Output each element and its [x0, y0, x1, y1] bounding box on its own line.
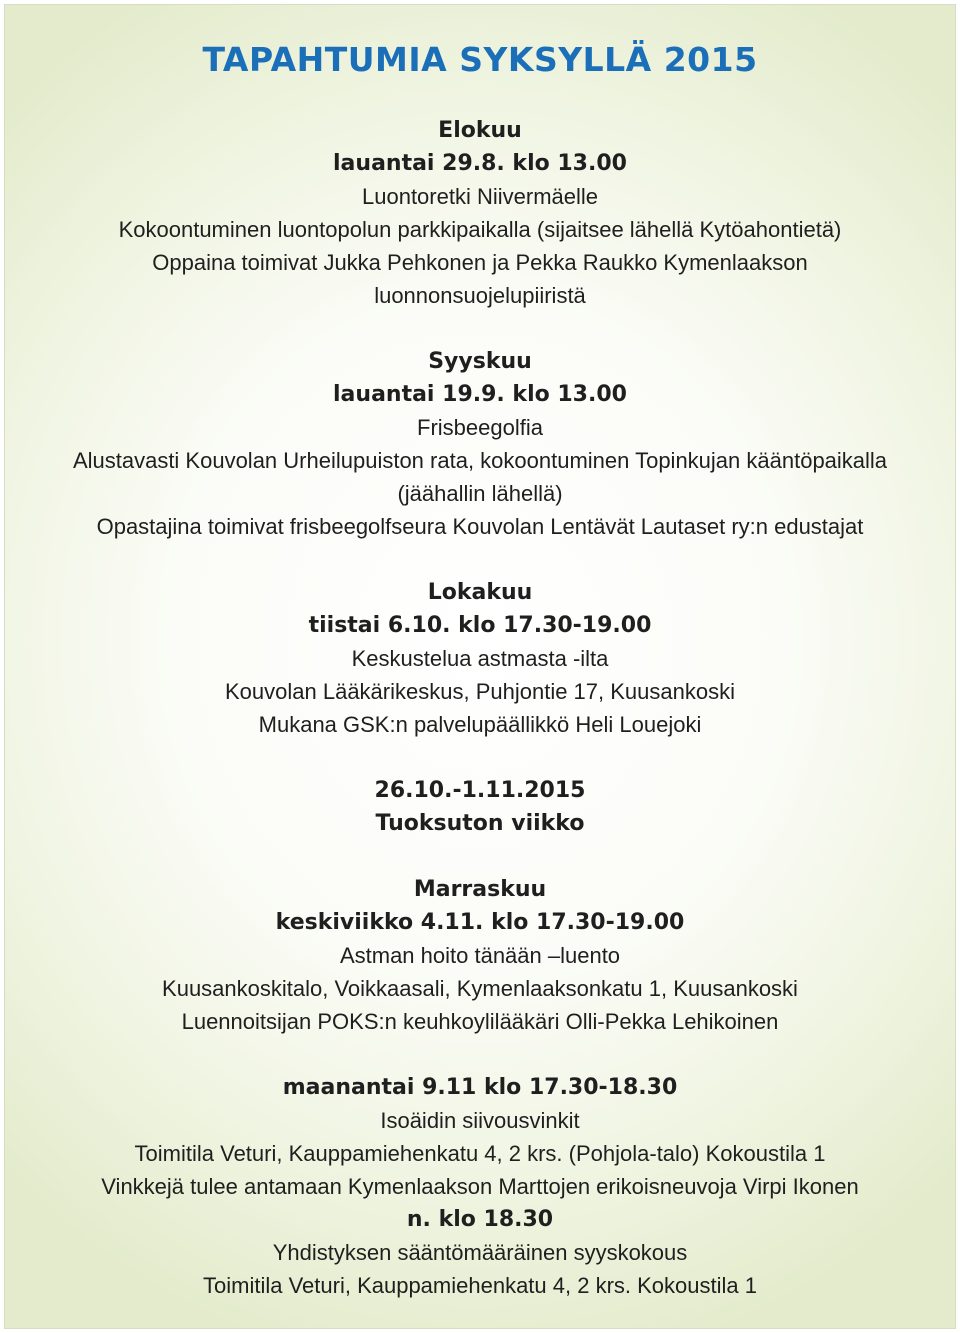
event-detail: Kuusankoskitalo, Voikkaasali, Kymenlaaksonkatu 1, Kuusankoski	[162, 976, 798, 1001]
event-detail: Opastajina toimivat frisbeegolfseura Kouvolan Lentävät Lautaset ry:n edustajat	[96, 514, 864, 539]
events-list	[0, 114, 960, 1302]
event-detail: Kokoontuminen luontopolun parkkipaikalla (sijaitsee lähellä Kytöahontietä)	[118, 217, 842, 242]
event-detail: Toimitila Veturi, Kauppamiehenkatu 4, 2 krs. (Pohjola-talo) Kokoustila 1	[134, 1141, 826, 1166]
event-title: Luontoretki Niivermäelle	[362, 184, 598, 209]
event-date: n. klo 18.30	[406, 1207, 554, 1232]
section-lokakuu	[0, 576, 960, 741]
event-detail: Mukana GSK:n palvelupäällikkö Heli Louejoki	[258, 712, 702, 737]
event-detail: Luennoitsijan POKS:n keuhkoylilääkäri Olli-Pekka Lehikoinen	[181, 1009, 779, 1034]
section-syyskuu	[0, 345, 960, 543]
event-title: Tuoksuton viikko	[375, 811, 585, 836]
event-detail: Alustavasti Kouvolan Urheilupuiston rata, kokoontuminen Topinkujan kääntöpaikalla	[72, 448, 888, 473]
event-date: keskiviikko 4.11. klo 17.30-19.00	[275, 910, 685, 935]
month-heading: Elokuu	[438, 118, 522, 143]
event-date: 26.10.-1.11.2015	[374, 778, 586, 803]
event-detail: Vinkkejä tulee antamaan Kymenlaakson Marttojen erikoisneuvoja Virpi Ikonen	[101, 1174, 859, 1199]
event-date: lauantai 19.9. klo 13.00	[333, 382, 627, 407]
event-detail: (jäähallin lähellä)	[397, 481, 563, 506]
month-heading: Lokakuu	[427, 580, 533, 605]
section-elokuu	[0, 114, 960, 312]
spacer	[0, 1038, 960, 1071]
spacer	[0, 840, 960, 873]
spacer	[0, 741, 960, 774]
event-date: tiistai 6.10. klo 17.30-19.00	[308, 613, 652, 638]
section-tuoksuton-viikko	[0, 774, 960, 840]
event-title: Yhdistyksen sääntömääräinen syyskokous	[272, 1240, 688, 1265]
page-title: TAPAHTUMIA SYKSYLLÄ 2015	[202, 40, 758, 79]
month-heading: Marraskuu	[413, 877, 547, 902]
spacer	[0, 312, 960, 345]
event-detail: Oppaina toimivat Jukka Pehkonen ja Pekka Raukko Kymenlaakson	[152, 250, 808, 275]
event-detail: Toimitila Veturi, Kauppamiehenkatu 4, 2 krs. Kokoustila 1	[203, 1273, 757, 1298]
section-marraskuu	[0, 873, 960, 1038]
event-title: Frisbeegolfia	[417, 415, 543, 440]
event-detail: Kouvolan Lääkärikeskus, Puhjontie 17, Kuusankoski	[225, 679, 735, 704]
spacer	[0, 543, 960, 576]
month-heading: Syyskuu	[428, 349, 532, 374]
event-title: Astman hoito tänään –luento	[339, 943, 621, 968]
event-title: Isoäidin siivousvinkit	[380, 1108, 580, 1133]
section-marraskuu-9	[0, 1071, 960, 1302]
event-detail: luonnonsuojelupiiristä	[374, 283, 586, 308]
event-date: lauantai 29.8. klo 13.00	[333, 151, 627, 176]
event-title: Keskustelua astmasta -ilta	[351, 646, 609, 671]
event-date: maanantai 9.11 klo 17.30-18.30	[282, 1075, 678, 1100]
